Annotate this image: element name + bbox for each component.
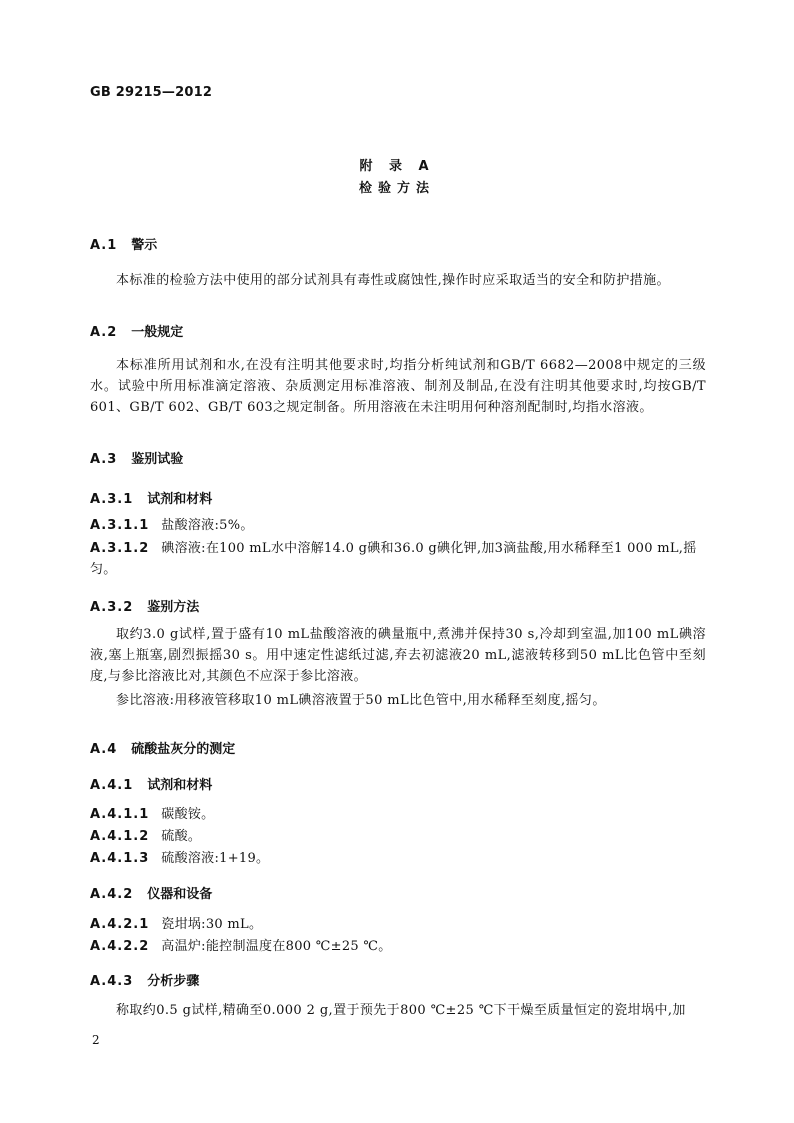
item-number: A.4.2.1 <box>90 917 150 932</box>
section-title: 仪器和设备 <box>147 887 213 902</box>
item-number: A.4.1.3 <box>90 851 150 866</box>
subsection-heading-a42 <box>90 883 212 902</box>
page-number: 2 <box>92 1033 100 1047</box>
section-title: 鉴别试验 <box>131 452 184 467</box>
subsection-heading-a41 <box>90 774 212 793</box>
item-text: 盐酸溶液:5%。 <box>161 518 254 533</box>
section-number: A.3 <box>90 452 118 467</box>
section-title: 一般规定 <box>131 325 184 340</box>
item-text: 碳酸铵。 <box>161 807 215 822</box>
section-title: 警示 <box>131 238 158 253</box>
section-number: A.4.1 <box>90 778 134 793</box>
item-a312 <box>90 538 706 580</box>
paragraph-general-rules: 本标准所用试剂和水,在没有注明其他要求时,均指分析纯试剂和GB/T 6682—2008中规定的三级水。试验中所用标准滴定溶液、杂质测定用标准溶液、制剂及制品,在没有注明其他要求时,均按GB/T 601、GB/T 602、GB/T 603之规定制备。所用溶液在未注明用何种溶剂配制时,均指水溶液。 <box>90 358 706 415</box>
item-a413 <box>90 848 706 869</box>
section-number: A.3.2 <box>90 600 134 615</box>
item-number: A.3.1.1 <box>90 518 150 533</box>
paragraph-analysis-steps: 称取约0.5 g试样,精确至0.000 2 g,置于预先于800 ℃±25 ℃下干燥至质量恒定的瓷坩埚中,加 <box>116 1003 686 1018</box>
appendix-label: 附 录 A <box>359 159 435 174</box>
item-a411 <box>90 804 706 825</box>
section-title: 硫酸盐灰分的测定 <box>131 742 236 757</box>
section-number: A.2 <box>90 325 118 340</box>
item-a412 <box>90 826 706 847</box>
item-text: 碘溶液:在100 mL水中溶解14.0 g碘和36.0 g碘化钾,加3滴盐酸,用水稀释至1 000 mL,摇匀。 <box>90 541 697 577</box>
subsection-heading-a31 <box>90 488 212 507</box>
paragraph-reference-solution: 参比溶液:用移液管移取10 mL碘溶液置于50 mL比色管中,用水稀释至刻度,摇匀。 <box>116 693 606 708</box>
section-number: A.4 <box>90 742 118 757</box>
item-text: 硫酸。 <box>161 829 202 844</box>
appendix-title: 检验方法 <box>358 181 435 196</box>
section-title: 鉴别方法 <box>147 600 200 615</box>
paragraph-identification-method: 取约3.0 g试样,置于盛有10 mL盐酸溶液的碘量瓶中,煮沸并保持30 s,冷却到室温,加100 mL碘溶液,塞上瓶塞,剧烈振摇30 s。用中速定性滤纸过滤,弃去初滤液20 mL,滤液转移到50 mL比色管中至刻度,与参比溶液比对,其颜色不应深于参比溶液。 <box>90 627 707 684</box>
item-number: A.4.2.2 <box>90 939 150 954</box>
section-title: 试剂和材料 <box>147 778 213 793</box>
section-heading-a4 <box>90 738 235 757</box>
item-a422 <box>90 936 706 957</box>
section-heading-a1 <box>90 234 157 253</box>
subsection-heading-a32 <box>90 596 199 615</box>
item-text: 高温炉:能控制温度在800 ℃±25 ℃。 <box>161 939 392 954</box>
section-title: 分析步骤 <box>147 974 200 989</box>
section-number: A.1 <box>90 238 118 253</box>
section-heading-a3 <box>90 448 183 467</box>
section-heading-a2 <box>90 321 183 340</box>
paragraph-warning: 本标准的检验方法中使用的部分试剂具有毒性或腐蚀性,操作时应采取适当的安全和防护措施。 <box>116 273 670 288</box>
subsection-heading-a43 <box>90 970 199 989</box>
item-a311 <box>90 515 706 536</box>
section-number: A.4.2 <box>90 887 134 902</box>
item-number: A.3.1.2 <box>90 541 150 556</box>
item-text: 硫酸溶液:1+19。 <box>161 851 270 866</box>
section-number: A.3.1 <box>90 492 134 507</box>
standard-number: GB 29215—2012 <box>90 85 213 100</box>
item-text: 瓷坩埚:30 mL。 <box>161 917 263 932</box>
section-number: A.4.3 <box>90 974 134 989</box>
item-number: A.4.1.2 <box>90 829 150 844</box>
item-a421 <box>90 914 706 935</box>
section-title: 试剂和材料 <box>147 492 213 507</box>
item-number: A.4.1.1 <box>90 807 150 822</box>
